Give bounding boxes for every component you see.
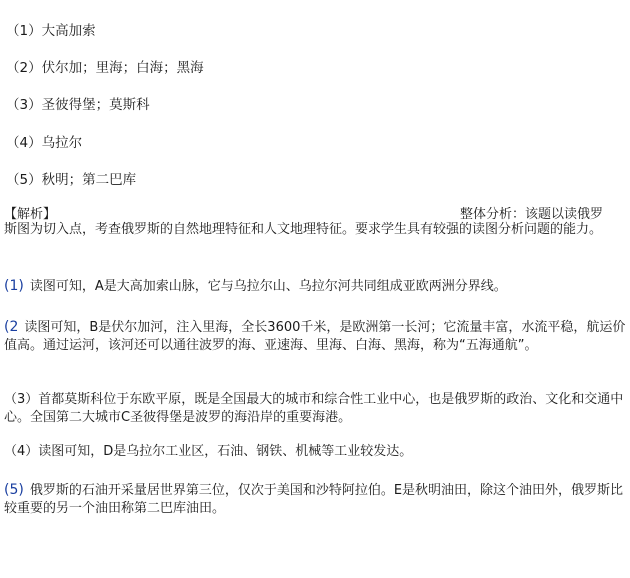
analysis-item-3 bbox=[4, 391, 626, 426]
analysis-item-1 bbox=[4, 278, 626, 296]
item-number: (1) bbox=[4, 278, 24, 294]
item-text: 首都莫斯科位于东欧平原，既是全国最大的城市和综合性工业中心，也是俄罗斯的政治、文化和交通中心。全国第二大城市C圣彼得堡是波罗的海沿岸的重要海港。 bbox=[4, 392, 624, 425]
item-number: （4） bbox=[4, 444, 39, 459]
answer-2: （2）伏尔加；里海；白海；黑海 bbox=[6, 60, 204, 76]
analysis-item-2 bbox=[4, 319, 626, 354]
item-text: 读图可知，A是大高加索山脉，它与乌拉尔山、乌拉尔河共同组成亚欧两洲分界线。 bbox=[29, 279, 507, 294]
answer-4: （4）乌拉尔 bbox=[6, 135, 83, 151]
analysis-heading: 【解析】 bbox=[4, 207, 57, 222]
analysis-intro: 斯图为切入点，考查俄罗斯的自然地理特征和人文地理特征。要求学生具有较强的读图分析问题的能力。 bbox=[4, 222, 603, 237]
item-text: 读图可知，B是伏尔加河，注入里海，全长3600千米，是欧洲第一长河；它流量丰富，水流平稳，航运价值高。通过运河，该河还可以通往波罗的海、亚速海、里海、白海、黑海，称为“五海通航”。 bbox=[4, 320, 626, 353]
answer-3: （3）圣彼得堡；莫斯科 bbox=[6, 97, 150, 113]
item-text: 俄罗斯的石油开采量居世界第三位，仅次于美国和沙特阿拉伯。E是秋明油田，除这个油田外，俄罗斯比较重要的另一个油田称第二巴库油田。 bbox=[4, 483, 624, 516]
analysis-summary-label: 整体分析：该题以读俄罗 bbox=[460, 207, 604, 222]
item-number: (5) bbox=[4, 482, 24, 498]
analysis-item-4 bbox=[4, 443, 626, 461]
item-text: 读图可知，D是乌拉尔工业区，石油、钢铁、机械等工业较发达。 bbox=[38, 444, 413, 459]
analysis-item-5 bbox=[4, 482, 626, 517]
item-number: （3） bbox=[4, 392, 39, 407]
item-number: (2 bbox=[4, 319, 19, 335]
answer-1: （1）大高加索 bbox=[6, 23, 96, 39]
answer-5: （5）秋明；第二巴库 bbox=[6, 172, 137, 188]
